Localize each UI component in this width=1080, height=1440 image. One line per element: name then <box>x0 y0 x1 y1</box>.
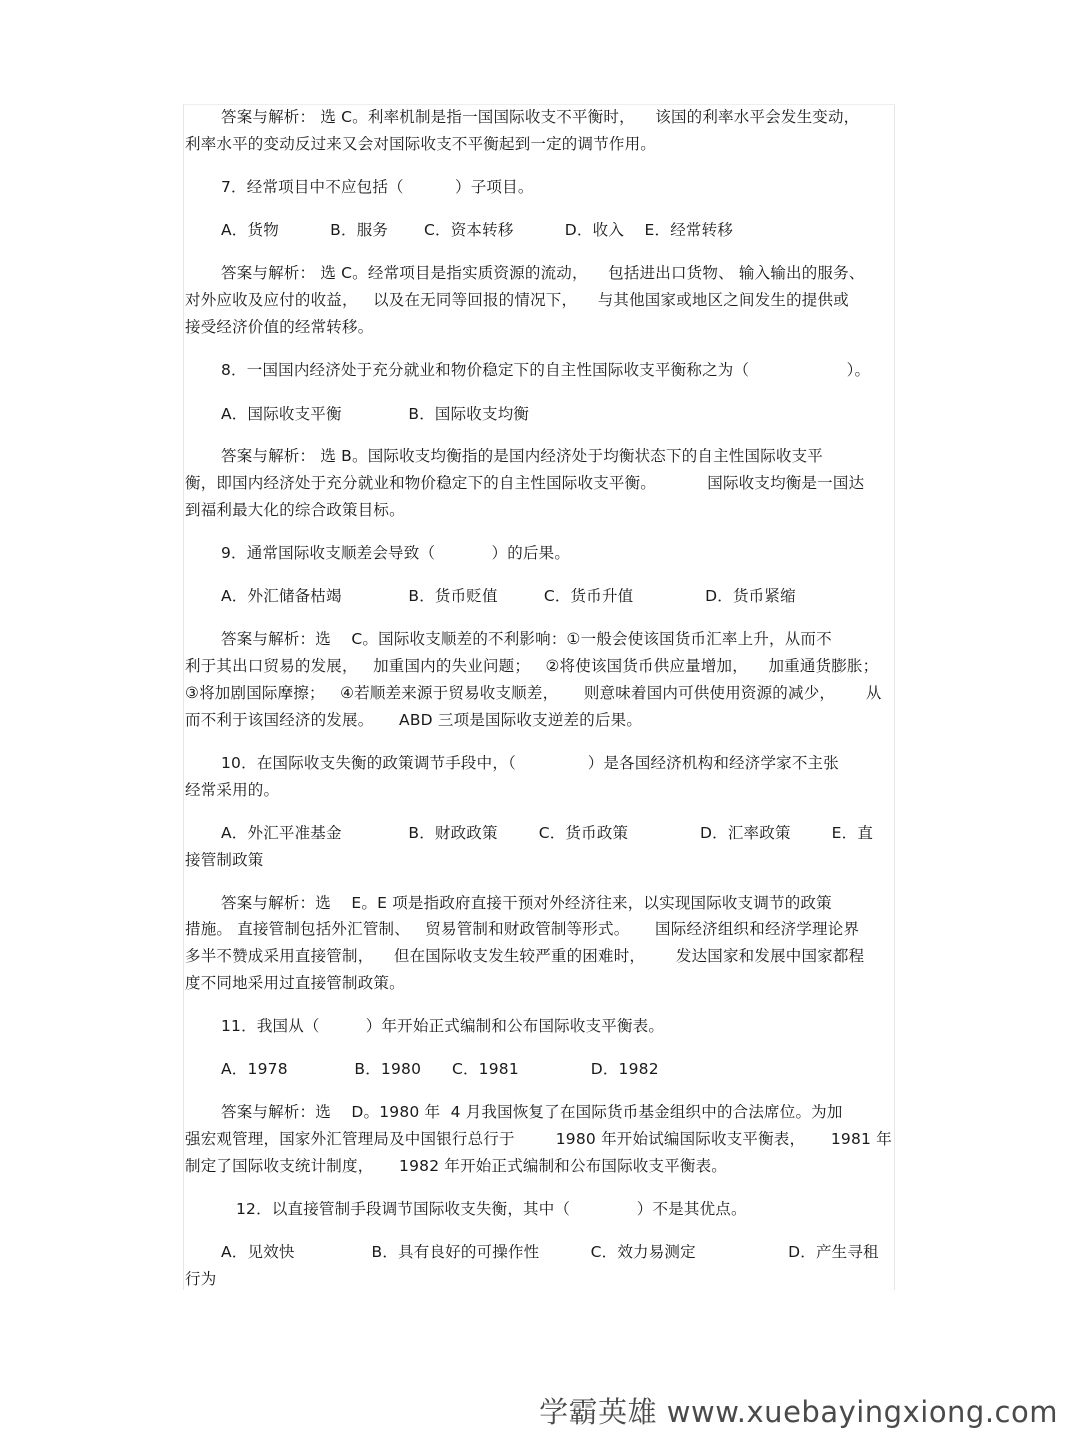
options-8: A．国际收支平衡 B．国际收支均衡 <box>221 405 530 423</box>
text-line: 接受经济价值的经常转移。 <box>185 318 374 336</box>
text-line: 答案与解析： 选 C。利率机制是指一国国际收支不平衡时， 该国的利率水平会发生变动， <box>221 108 860 126</box>
question-11: 11．我国从（ ）年开始正式编制和公布国际收支平衡表。 <box>221 1017 665 1035</box>
text-line: 而不利于该国经济的发展。 ABD 三项是国际收支逆差的后果。 <box>185 711 643 729</box>
site-watermark: 学霸英雄 www.xuebayingxiong.com <box>539 1395 1058 1429</box>
text-line: 利率水平的变动反过来又会对国际收支不平衡起到一定的调节作用。 <box>185 135 657 153</box>
text-line: 答案与解析： 选 B。国际收支均衡指的是国内经济处于均衡状态下的自主性国际收支平 <box>221 447 823 465</box>
options-7: A．货物 B．服务 C．资本转移 D．收入 E．经常转移 <box>221 221 734 239</box>
text-line: 对外应收及应付的收益， 以及在无同等回报的情况下， 与其他国家或地区之间发生的提供或 <box>185 291 849 309</box>
question-12: 12．以直接管制手段调节国际收支失衡，其中（ ）不是其优点。 <box>236 1200 747 1218</box>
options-11: A．1978 B．1980 C．1981 D．1982 <box>221 1060 659 1078</box>
text-line: 行为 <box>185 1270 217 1288</box>
text-line: 利于其出口贸易的发展， 加重国内的失业问题； ②将使该国货币供应量增加， 加重通货膨胀； <box>185 657 879 675</box>
text-line: 接管制政策 <box>185 851 264 869</box>
options-9: A．外汇储备枯竭 B．货币贬值 C．货币升值 D．货币紧缩 <box>221 587 796 605</box>
text-line: 衡，即国内经济处于充分就业和物价稳定下的自主性国际收支平衡。 国际收支均衡是一国达 <box>185 474 865 492</box>
question-7: 7．经常项目中不应包括（ ）子项目。 <box>221 178 534 196</box>
question-10: 10．在国际收支失衡的政策调节手段中，（ ）是各国经济机构和经济学家不主张 <box>221 754 839 772</box>
text-line: 度不同地采用过直接管制政策。 <box>185 974 405 992</box>
text-line: 多半不赞成采用直接管制， 但在国际收支发生较严重的困难时， 发达国家和发展中国家都程 <box>185 947 865 965</box>
text-line: 强宏观管理，国家外汇管理局及中国银行总行于 1980 年开始试编国际收支平衡表， 1981 年 <box>185 1130 892 1148</box>
text-line: 答案与解析： 选 C。经常项目是指实质资源的流动， 包括进出口货物、 输入输出的服务、 <box>221 264 865 282</box>
text-line: ③将加剧国际摩擦； ④若顺差来源于贸易收支顺差， 则意味着国内可供使用资源的减少， 从 <box>185 684 882 702</box>
text-line: 经常采用的。 <box>185 781 280 799</box>
question-8: 8．一国国内经济处于充分就业和物价稳定下的自主性国际收支平衡称之为（ ）。 <box>221 361 871 379</box>
text-line: 措施。 直接管制包括外汇管制、 贸易管制和财政管制等形式。 国际经济组织和经济学理论界 <box>185 920 860 938</box>
text-line: 到福利最大化的综合政策目标。 <box>185 501 405 519</box>
text-line: 制定了国际收支统计制度， 1982 年开始正式编制和公布国际收支平衡表。 <box>185 1157 728 1175</box>
text-line: 答案与解析：选 D。1980 年 4 月我国恢复了在国际货币基金组织中的合法席位。为加 <box>221 1103 843 1121</box>
options-12: A．见效快 B．具有良好的可操作性 C．效力易测定 D．产生寻租 <box>221 1243 879 1261</box>
text-line: 答案与解析：选 E。E 项是指政府直接干预对外经济往来，以实现国际收支调节的政策 <box>221 894 832 912</box>
text-line: 答案与解析：选 C。国际收支顺差的不利影响：①一般会使该国货币汇率上升，从而不 <box>221 630 832 648</box>
options-10: A．外汇平准基金 B．财政政策 C．货币政策 D．汇率政策 E．直 <box>221 824 874 842</box>
question-9: 9．通常国际收支顺差会导致（ ）的后果。 <box>221 544 571 562</box>
